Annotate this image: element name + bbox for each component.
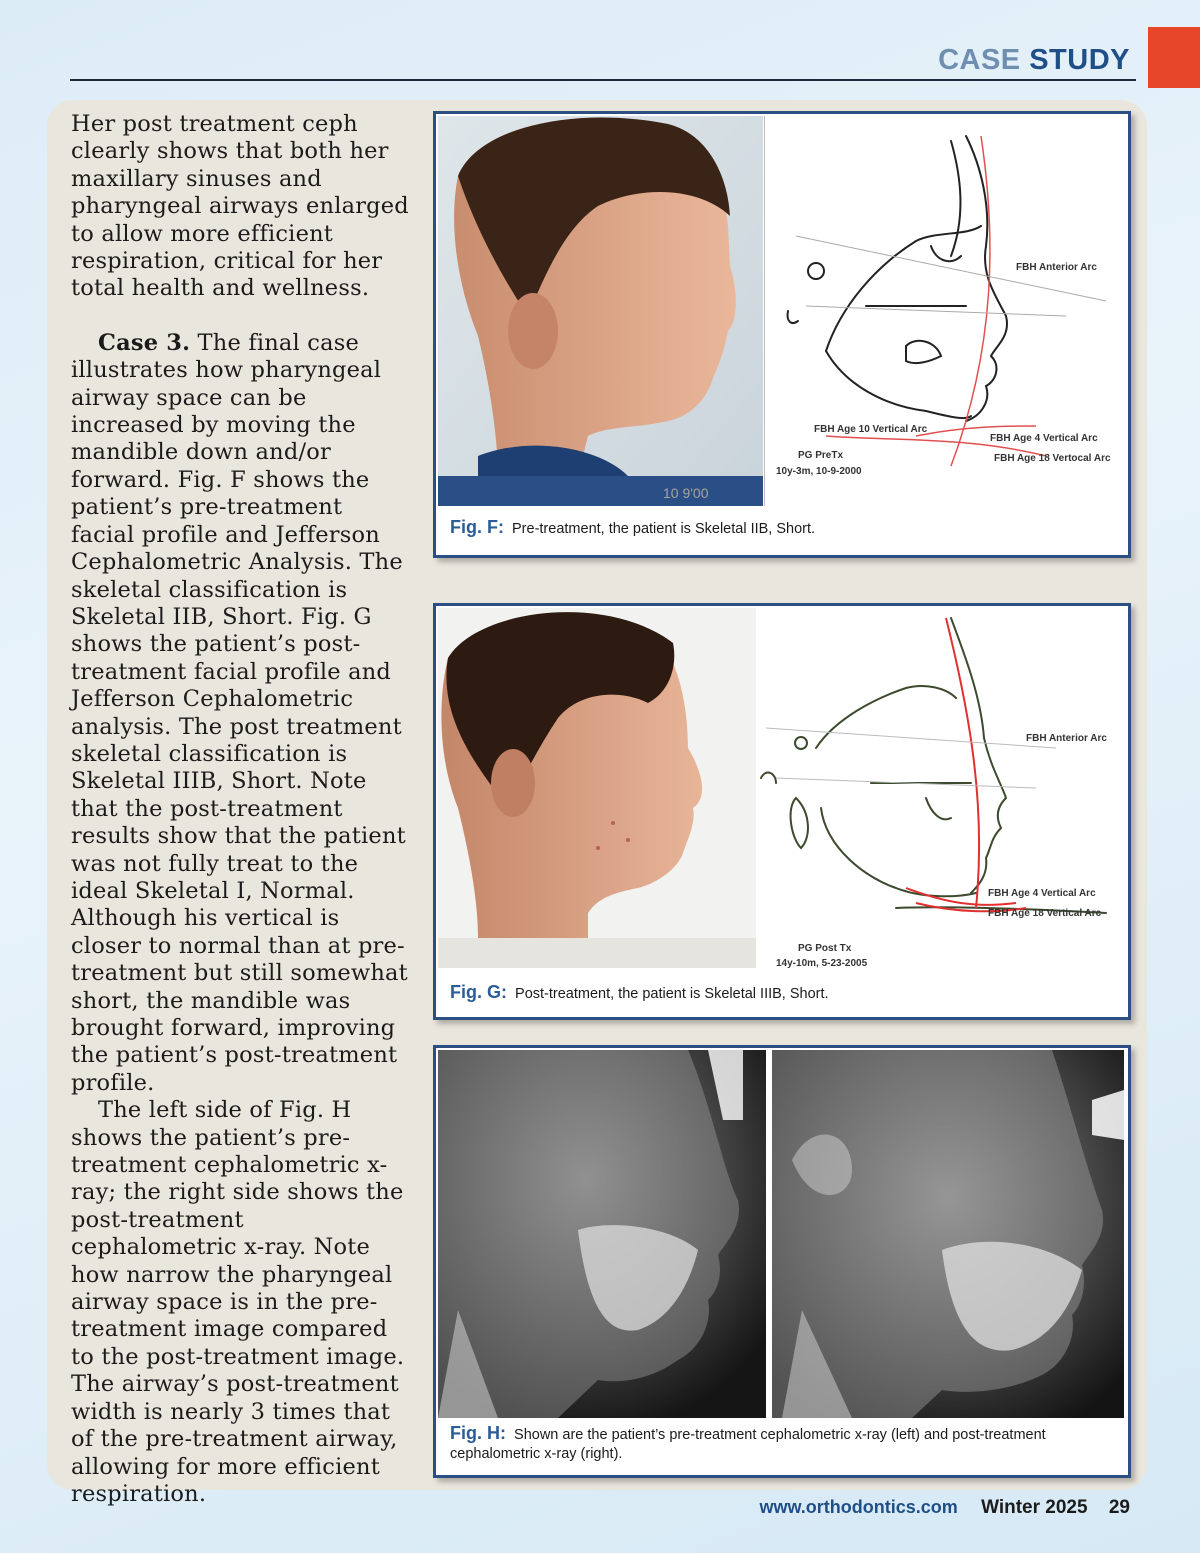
section-title-part2: STUDY <box>1029 44 1130 76</box>
case-3-lead: Case 3. <box>98 329 191 356</box>
fig-f-label-patient: PG PreTx <box>798 450 844 461</box>
paragraph-2-text: The final case illustrates how pharyngeal airway space can be increased by moving the mandible down and/or forward. Fig. F shows the patient’s pre-treatment facial profile and Jefferson Cephalometric Analysis. The skeletal classification is Skeletal IIB, Short. Fig. G shows the patient’s post-treatment facial profile and Jefferson Cephalometric analysis. The post treatment skeletal classification is Skeletal IIIB, Short. Note that the post-treatment results show that the patient was not fully treat to the ideal Skeletal I, Normal. Although his vertical is closer to normal than at pre-treatment but still somewhat short, the mandible was brought forward, improving the patient’s post-treatment profile. <box>71 329 408 1096</box>
fig-g-caption-text: Post-treatment, the patient is Skeletal IIIB, Short. <box>515 986 829 1002</box>
fig-g-label-patient-date: 14y-10m, 5-23-2005 <box>776 958 868 968</box>
figure-f <box>433 111 1131 558</box>
fig-g-label-patient: PG Post Tx <box>798 943 852 954</box>
fig-f-caption-text: Pre-treatment, the patient is Skeletal IIB, Short. <box>512 521 816 537</box>
fig-g-label-anterior-arc: FBH Anterior Arc <box>1026 733 1107 744</box>
fig-f-cephalometric-tracing <box>766 116 1124 506</box>
paragraph-2 <box>71 330 411 1097</box>
figure-h <box>433 1045 1131 1478</box>
section-title-part1: CASE <box>938 44 1021 76</box>
page-number: 29 <box>1108 1497 1130 1518</box>
figure-g <box>433 603 1131 1020</box>
page-footer <box>600 1497 1130 1519</box>
fig-g-label: Fig. G: <box>450 982 507 1002</box>
fig-h-post-treatment-xray <box>772 1050 1124 1418</box>
paragraph-1: Her post treatment ceph clearly shows that both her maxillary sinuses and pharyngeal airways enlarged to allow more efficient respiration, critical for her total health and wellness. <box>71 111 409 302</box>
fig-f-photo-date-stamp: 10 9'00 <box>663 485 709 501</box>
fig-f-profile-photo <box>438 116 763 506</box>
fig-f-label-age4-arc: FBH Age 4 Vertical Arc <box>990 433 1098 444</box>
fig-h-label: Fig. H: <box>450 1423 506 1443</box>
fig-g-profile-photo <box>438 608 756 968</box>
fig-f-caption <box>450 518 815 539</box>
paragraph-3: The left side of Fig. H shows the patient’s pre-treatment cephalometric x-ray; the right side shows the post-treatment cephalometric x-ray. Note how narrow the pharyngeal airway space is in the pre-treatment image compared to the post-treatment image. The airway’s post-treatment width is nearly 3 times that of the pre-treatment airway, allowing for more efficient respiration. <box>71 1097 405 1507</box>
fig-h-pre-treatment-xray <box>438 1050 766 1418</box>
header-rule <box>70 79 1136 81</box>
fig-f-label-patient-date: 10y-3m, 10-9-2000 <box>776 466 862 477</box>
fig-g-label-age18-arc: FBH Age 18 Vertical Arc <box>988 908 1102 919</box>
fig-g-label-age4-arc: FBH Age 4 Vertical Arc <box>988 888 1096 899</box>
fig-f-label-anterior-arc: FBH Anterior Arc <box>1016 262 1097 273</box>
fig-g-cephalometric-tracing <box>756 608 1124 968</box>
fig-f-label: Fig. F: <box>450 517 504 537</box>
fig-f-label-age10-arc: FBH Age 10 Vertical Arc <box>814 424 928 435</box>
fig-h-caption <box>450 1424 1116 1464</box>
article-body <box>71 111 411 1508</box>
footer-url[interactable]: www.orthodontics.com <box>759 1497 958 1517</box>
fig-h-caption-text: Shown are the patient’s pre-treatment cephalometric x-ray (left) and post-treatment cephalometric x-ray (right). <box>450 1427 1046 1462</box>
fig-g-caption <box>450 983 829 1004</box>
section-title <box>900 44 1130 77</box>
fig-f-label-age18-arc: FBH Age 18 Vertocal Arc <box>994 453 1111 464</box>
footer-issue: Winter 2025 <box>981 1497 1088 1518</box>
header-accent-block <box>1148 27 1200 88</box>
